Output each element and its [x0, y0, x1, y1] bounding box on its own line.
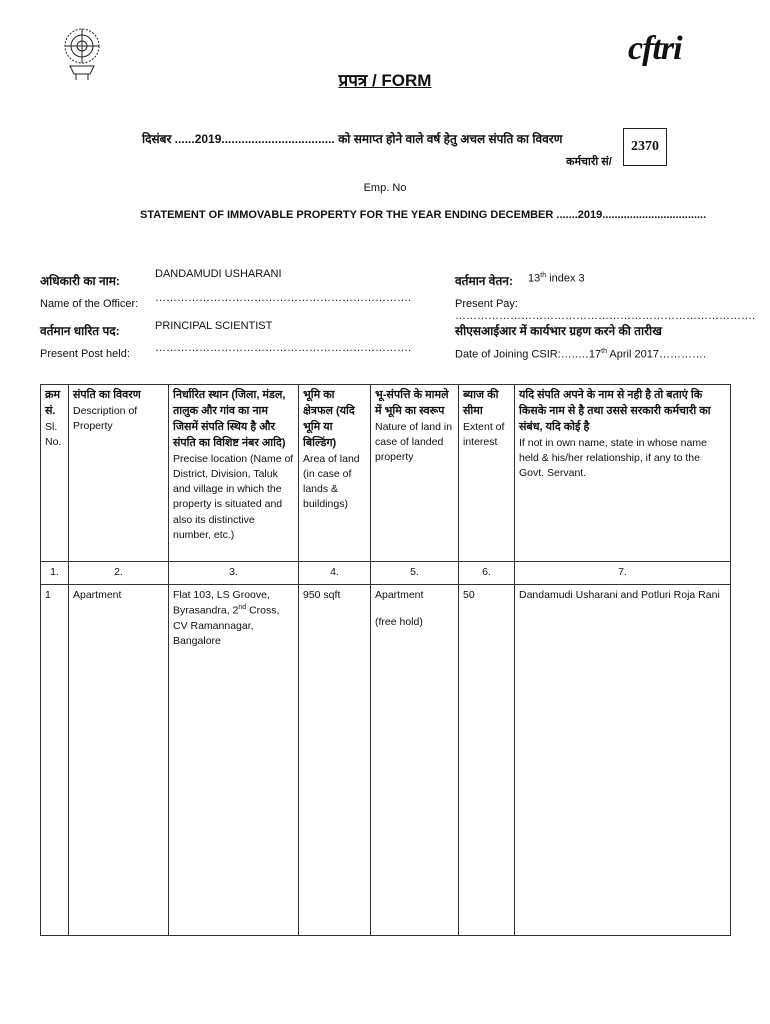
header-description: संपति का विवरण Description of Property — [69, 385, 169, 562]
row-area: 950 sqft — [299, 585, 371, 936]
col-number: 5. — [371, 562, 459, 585]
emp-no-label: Emp. No — [363, 182, 407, 194]
statement-hindi: दिसंबर ......2019.................................. को समाप्त होने वाले वर्ष हेतु अचल संपति का विवरण — [142, 132, 563, 146]
post-dots: ……………………………………………………………. — [155, 342, 412, 354]
row-nature: Apartment (free hold) — [371, 585, 459, 936]
header-held-by: यदि संपति अपने के नाम से नही है तो बताएं कि किसके नाम से है तथा उससे सरकारी कर्मचारी का संबंध, यदि कोई है If not in own name, state in whose name held & his/her relationship, if any to the Govt. Servant. — [515, 385, 731, 562]
joining-label: Date of Joining CSIR:…..…17th April 2017…………. — [455, 348, 707, 361]
joining-hindi: सीएसआईआर में कार्यभार ग्रहण करने की तारीख — [455, 324, 662, 338]
post-value: PRINCIPAL SCIENTIST — [155, 320, 273, 332]
col-number: 2. — [69, 562, 169, 585]
post-hindi: वर्तमान धारित पद: — [40, 324, 120, 338]
title-separator: / — [367, 71, 382, 90]
col-number: 4. — [299, 562, 371, 585]
emp-no-hindi-label: कर्मचारी सं/ — [566, 156, 612, 168]
officer-name-label: Name of the Officer: — [40, 298, 139, 310]
row-interest: 50 — [459, 585, 515, 936]
officer-name-hindi: अधिकारी का नाम: — [40, 274, 120, 288]
table-number-row — [41, 562, 731, 585]
cftri-logo: cftri — [628, 30, 682, 67]
col-number: 7. — [515, 562, 731, 585]
officer-name-dots: ……………………………………………………………. — [155, 292, 412, 304]
statement-english: STATEMENT OF IMMOVABLE PROPERTY FOR THE YEAR ENDING DECEMBER .......2019.................................. — [140, 209, 707, 221]
table-row — [41, 585, 731, 936]
col-number: 1. — [41, 562, 69, 585]
form-title — [0, 68, 770, 91]
col-number: 6. — [459, 562, 515, 585]
post-label: Present Post held: — [40, 348, 130, 360]
property-table — [40, 384, 731, 936]
header-sl: क्रम सं. Sl. No. — [41, 385, 69, 562]
pay-value: 13th index 3 — [528, 272, 585, 285]
row-sl: 1 — [41, 585, 69, 936]
table-header-row — [41, 385, 731, 562]
row-held-by: Dandamudi Usharani and Potluri Roja Rani — [515, 585, 731, 936]
header-area: भूमि का क्षेत्रफल (यदि भूमि या बिल्डिंग) Area of land (in case of lands & buildings) — [299, 385, 371, 562]
row-description: Apartment — [69, 585, 169, 936]
emp-no-box: 2370 — [623, 128, 667, 166]
col-number: 3. — [169, 562, 299, 585]
title-english: FORM — [381, 71, 432, 90]
pay-label: Present Pay: ………………………………………………………………………. — [455, 298, 756, 322]
header-interest: ब्याज की सीमा Extent of interest — [459, 385, 515, 562]
row-location: Flat 103, LS Groove, Byrasandra, 2nd Cross, CV Ramannagar, Bangalore — [169, 585, 299, 936]
header-location: निर्धारित स्थान (जिला, मंडल, तालुक और गांव का नाम जिसमें संपति स्थिय है और संपति का विशिष्ट नंबर आदि) Precise location (Name of District, Division, Taluk and village in which the property is situated and also its distinctive number, etc.) — [169, 385, 299, 562]
pay-hindi: वर्तमान वेतन: — [455, 274, 513, 288]
officer-name-value: DANDAMUDI USHARANI — [155, 268, 282, 280]
title-hindi: प्रपत्र — [338, 71, 368, 90]
header-nature: भू-संपत्ति के मामले में भूमि का स्वरूप Nature of land in case of landed property — [371, 385, 459, 562]
